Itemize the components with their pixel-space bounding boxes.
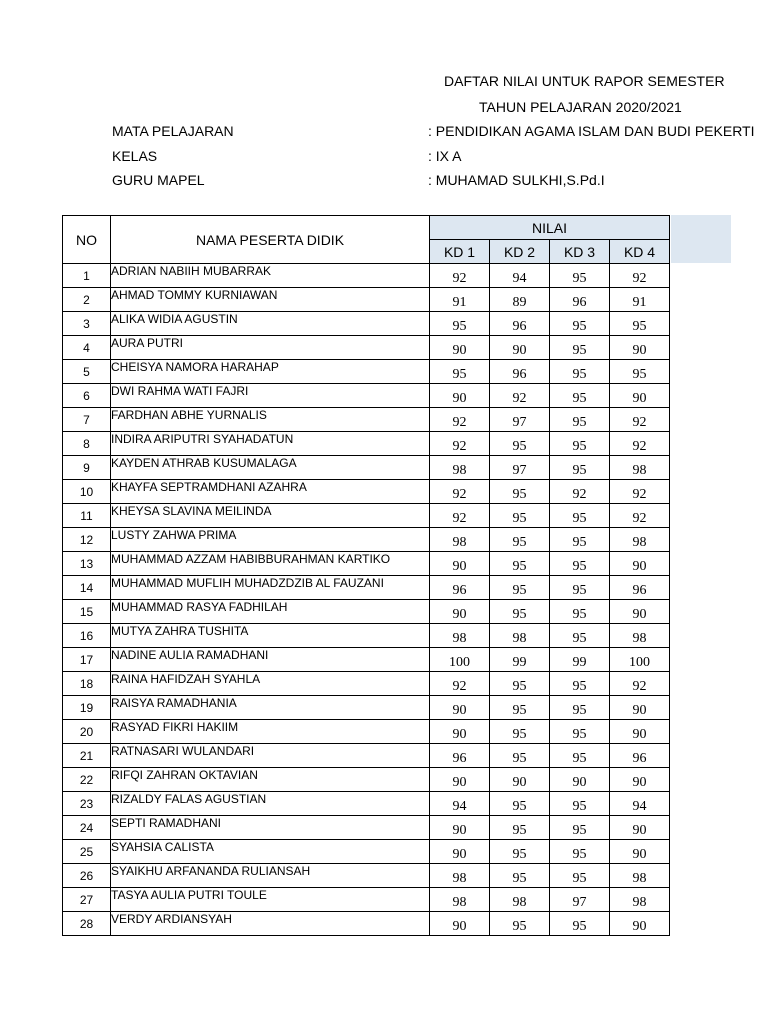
grade-kd1: 98	[430, 888, 490, 912]
grade-kd1: 94	[430, 792, 490, 816]
grade-kd2: 95	[490, 912, 550, 936]
grade-kd2: 97	[490, 456, 550, 480]
grade-kd3: 95	[550, 840, 610, 864]
table-row	[63, 288, 670, 312]
grade-kd2: 95	[490, 672, 550, 696]
col-header-kd3: KD 3	[550, 240, 610, 264]
student-name: VERDY ARDIANSYAH	[111, 912, 430, 936]
table-row	[63, 792, 670, 816]
grade-kd3: 90	[550, 768, 610, 792]
grades-table	[62, 215, 670, 936]
grade-kd1: 92	[430, 408, 490, 432]
grade-kd4: 98	[610, 864, 670, 888]
table-row	[63, 504, 670, 528]
table-row	[63, 624, 670, 648]
grade-kd4: 95	[610, 312, 670, 336]
row-number: 19	[63, 696, 111, 720]
grade-kd4: 90	[610, 768, 670, 792]
grade-kd1: 98	[430, 456, 490, 480]
col-header-no: NO	[63, 216, 111, 264]
student-name: CHEISYA NAMORA HARAHAP	[111, 360, 430, 384]
table-body	[63, 264, 670, 936]
grade-kd3: 95	[550, 720, 610, 744]
row-number: 16	[63, 624, 111, 648]
table-row	[63, 696, 670, 720]
grade-kd4: 90	[610, 720, 670, 744]
grade-kd2: 95	[490, 600, 550, 624]
grade-kd4: 92	[610, 480, 670, 504]
grade-kd4: 100	[610, 648, 670, 672]
student-name: FARDHAN ABHE YURNALIS	[111, 408, 430, 432]
grade-kd1: 91	[430, 288, 490, 312]
grade-kd1: 90	[430, 816, 490, 840]
grade-kd1: 92	[430, 504, 490, 528]
student-name: ADRIAN NABIIH MUBARRAK	[111, 264, 430, 288]
student-name: SEPTI RAMADHANI	[111, 816, 430, 840]
student-name: LUSTY ZAHWA PRIMA	[111, 528, 430, 552]
grade-kd3: 95	[550, 744, 610, 768]
grade-kd4: 96	[610, 576, 670, 600]
table-row	[63, 816, 670, 840]
grade-kd4: 90	[610, 384, 670, 408]
row-number: 6	[63, 384, 111, 408]
grade-kd1: 92	[430, 264, 490, 288]
table-row	[63, 744, 670, 768]
grade-kd1: 90	[430, 552, 490, 576]
grade-kd2: 95	[490, 432, 550, 456]
grade-kd4: 98	[610, 456, 670, 480]
grade-kd2: 95	[490, 552, 550, 576]
grade-kd1: 96	[430, 744, 490, 768]
row-number: 13	[63, 552, 111, 576]
col-header-kd1: KD 1	[430, 240, 490, 264]
grade-kd1: 96	[430, 576, 490, 600]
row-number: 3	[63, 312, 111, 336]
table-row	[63, 312, 670, 336]
col-header-name: NAMA PESERTA DIDIK	[111, 216, 430, 264]
col-header-nilai: NILAI	[430, 216, 670, 240]
grade-kd1: 92	[430, 432, 490, 456]
grade-kd2: 95	[490, 576, 550, 600]
grade-kd1: 95	[430, 360, 490, 384]
row-number: 17	[63, 648, 111, 672]
row-number: 15	[63, 600, 111, 624]
grade-kd2: 95	[490, 816, 550, 840]
grade-kd4: 95	[610, 360, 670, 384]
grade-kd1: 90	[430, 720, 490, 744]
student-name: DWI RAHMA WATI FAJRI	[111, 384, 430, 408]
student-name: KAYDEN ATHRAB KUSUMALAGA	[111, 456, 430, 480]
table-row	[63, 600, 670, 624]
table-row	[63, 888, 670, 912]
grade-kd1: 90	[430, 840, 490, 864]
header-fill-extension	[671, 215, 731, 263]
student-name: SYAHSIA CALISTA	[111, 840, 430, 864]
table-row	[63, 456, 670, 480]
table-row	[63, 432, 670, 456]
grade-kd3: 95	[550, 696, 610, 720]
grade-kd1: 95	[430, 312, 490, 336]
table-row	[63, 528, 670, 552]
grade-kd2: 90	[490, 336, 550, 360]
table-row	[63, 648, 670, 672]
student-name: KHAYFA SEPTRAMDHANI AZAHRA	[111, 480, 430, 504]
table-row	[63, 864, 670, 888]
grade-kd4: 98	[610, 624, 670, 648]
grade-kd1: 98	[430, 624, 490, 648]
grade-kd3: 95	[550, 336, 610, 360]
table-row	[63, 264, 670, 288]
row-number: 7	[63, 408, 111, 432]
student-name: AHMAD TOMMY KURNIAWAN	[111, 288, 430, 312]
student-name: AURA PUTRI	[111, 336, 430, 360]
student-name: RIFQI ZAHRAN OKTAVIAN	[111, 768, 430, 792]
student-name: MUHAMMAD RASYA FADHILAH	[111, 600, 430, 624]
row-number: 11	[63, 504, 111, 528]
grade-kd3: 97	[550, 888, 610, 912]
grade-kd4: 92	[610, 432, 670, 456]
col-header-kd2: KD 2	[490, 240, 550, 264]
table-row	[63, 840, 670, 864]
grade-kd4: 90	[610, 552, 670, 576]
grade-kd3: 95	[550, 360, 610, 384]
grade-kd1: 90	[430, 696, 490, 720]
row-number: 12	[63, 528, 111, 552]
grade-kd3: 95	[550, 528, 610, 552]
grade-kd2: 97	[490, 408, 550, 432]
grade-kd1: 100	[430, 648, 490, 672]
grade-kd3: 95	[550, 576, 610, 600]
student-name: INDIRA ARIPUTRI SYAHADATUN	[111, 432, 430, 456]
grade-kd3: 95	[550, 408, 610, 432]
grade-kd3: 99	[550, 648, 610, 672]
grade-kd1: 90	[430, 768, 490, 792]
grade-kd2: 95	[490, 840, 550, 864]
grade-kd2: 92	[490, 384, 550, 408]
grade-kd3: 95	[550, 552, 610, 576]
table-row	[63, 672, 670, 696]
grade-kd2: 94	[490, 264, 550, 288]
grade-kd3: 96	[550, 288, 610, 312]
grade-kd3: 95	[550, 816, 610, 840]
row-number: 23	[63, 792, 111, 816]
grade-kd4: 96	[610, 744, 670, 768]
grade-kd2: 95	[490, 504, 550, 528]
grade-kd4: 94	[610, 792, 670, 816]
grade-kd2: 90	[490, 768, 550, 792]
row-number: 20	[63, 720, 111, 744]
table-row	[63, 360, 670, 384]
row-number: 21	[63, 744, 111, 768]
row-number: 1	[63, 264, 111, 288]
teacher-value: : MUHAMAD SULKHI,S.Pd.I	[428, 172, 605, 188]
class-value: : IX A	[428, 148, 462, 164]
grade-kd4: 90	[610, 600, 670, 624]
student-name: RATNASARI WULANDARI	[111, 744, 430, 768]
grade-kd3: 95	[550, 432, 610, 456]
student-name: NADINE AULIA RAMADHANI	[111, 648, 430, 672]
grade-kd2: 95	[490, 720, 550, 744]
grade-kd2: 98	[490, 624, 550, 648]
grade-kd2: 95	[490, 480, 550, 504]
grade-kd4: 90	[610, 912, 670, 936]
student-name: RASYAD FIKRI HAKIIM	[111, 720, 430, 744]
student-name: SYAIKHU ARFANANDA RULIANSAH	[111, 864, 430, 888]
grade-kd2: 96	[490, 312, 550, 336]
grade-kd2: 99	[490, 648, 550, 672]
row-number: 4	[63, 336, 111, 360]
table-row	[63, 384, 670, 408]
row-number: 10	[63, 480, 111, 504]
grade-kd4: 92	[610, 408, 670, 432]
student-name: ALIKA WIDIA AGUSTIN	[111, 312, 430, 336]
table-row	[63, 768, 670, 792]
student-name: MUTYA ZAHRA TUSHITA	[111, 624, 430, 648]
student-name: MUHAMMAD MUFLIH MUHADZDZIB AL FAUZANI	[111, 576, 430, 600]
row-number: 28	[63, 912, 111, 936]
row-number: 9	[63, 456, 111, 480]
student-name: KHEYSA SLAVINA MEILINDA	[111, 504, 430, 528]
row-number: 2	[63, 288, 111, 312]
table-row	[63, 336, 670, 360]
row-number: 25	[63, 840, 111, 864]
subject-value: : PENDIDIKAN AGAMA ISLAM DAN BUDI PEKERTI	[428, 123, 755, 139]
grade-kd4: 98	[610, 528, 670, 552]
grade-kd2: 95	[490, 696, 550, 720]
student-name: MUHAMMAD AZZAM HABIBBURAHMAN KARTIKO	[111, 552, 430, 576]
table-row	[63, 576, 670, 600]
grade-kd1: 90	[430, 336, 490, 360]
grade-kd2: 95	[490, 792, 550, 816]
grade-kd4: 92	[610, 264, 670, 288]
student-name: RAISYA RAMADHANIA	[111, 696, 430, 720]
report-title: DAFTAR NILAI UNTUK RAPOR SEMESTER	[444, 73, 725, 89]
table-header-row	[63, 216, 670, 240]
grade-kd4: 90	[610, 840, 670, 864]
grade-kd3: 95	[550, 312, 610, 336]
grade-kd3: 95	[550, 864, 610, 888]
row-number: 26	[63, 864, 111, 888]
table-row	[63, 552, 670, 576]
col-header-kd4: KD 4	[610, 240, 670, 264]
class-label: KELAS	[112, 148, 158, 164]
grade-kd3: 95	[550, 384, 610, 408]
grade-kd3: 95	[550, 264, 610, 288]
grade-kd2: 89	[490, 288, 550, 312]
row-number: 14	[63, 576, 111, 600]
row-number: 5	[63, 360, 111, 384]
grade-kd4: 91	[610, 288, 670, 312]
row-number: 22	[63, 768, 111, 792]
grade-kd3: 95	[550, 672, 610, 696]
grade-kd3: 95	[550, 792, 610, 816]
grade-kd1: 98	[430, 528, 490, 552]
table-row	[63, 408, 670, 432]
grade-kd2: 98	[490, 888, 550, 912]
grade-kd3: 95	[550, 912, 610, 936]
grade-kd3: 95	[550, 624, 610, 648]
student-name: RAINA HAFIDZAH SYAHLA	[111, 672, 430, 696]
grade-kd2: 95	[490, 864, 550, 888]
grade-kd4: 92	[610, 504, 670, 528]
table-row	[63, 912, 670, 936]
row-number: 24	[63, 816, 111, 840]
grade-kd4: 92	[610, 672, 670, 696]
grade-kd1: 92	[430, 672, 490, 696]
grade-kd1: 98	[430, 864, 490, 888]
student-name: RIZALDY FALAS AGUSTIAN	[111, 792, 430, 816]
grade-kd2: 95	[490, 744, 550, 768]
grade-kd3: 95	[550, 456, 610, 480]
grade-kd4: 98	[610, 888, 670, 912]
grade-kd1: 90	[430, 912, 490, 936]
grade-kd1: 90	[430, 384, 490, 408]
row-number: 27	[63, 888, 111, 912]
grade-kd2: 95	[490, 528, 550, 552]
table-row	[63, 720, 670, 744]
grade-kd1: 90	[430, 600, 490, 624]
grade-kd2: 96	[490, 360, 550, 384]
student-name: TASYA AULIA PUTRI TOULE	[111, 888, 430, 912]
grade-kd4: 90	[610, 336, 670, 360]
subject-label: MATA PELAJARAN	[112, 123, 234, 139]
table-row	[63, 480, 670, 504]
grade-kd1: 92	[430, 480, 490, 504]
grade-kd3: 95	[550, 600, 610, 624]
grade-kd3: 95	[550, 504, 610, 528]
grade-kd3: 92	[550, 480, 610, 504]
grade-kd4: 90	[610, 816, 670, 840]
row-number: 18	[63, 672, 111, 696]
grade-kd4: 90	[610, 696, 670, 720]
teacher-label: GURU MAPEL	[112, 172, 205, 188]
academic-year: TAHUN PELAJARAN 2020/2021	[479, 99, 682, 115]
row-number: 8	[63, 432, 111, 456]
